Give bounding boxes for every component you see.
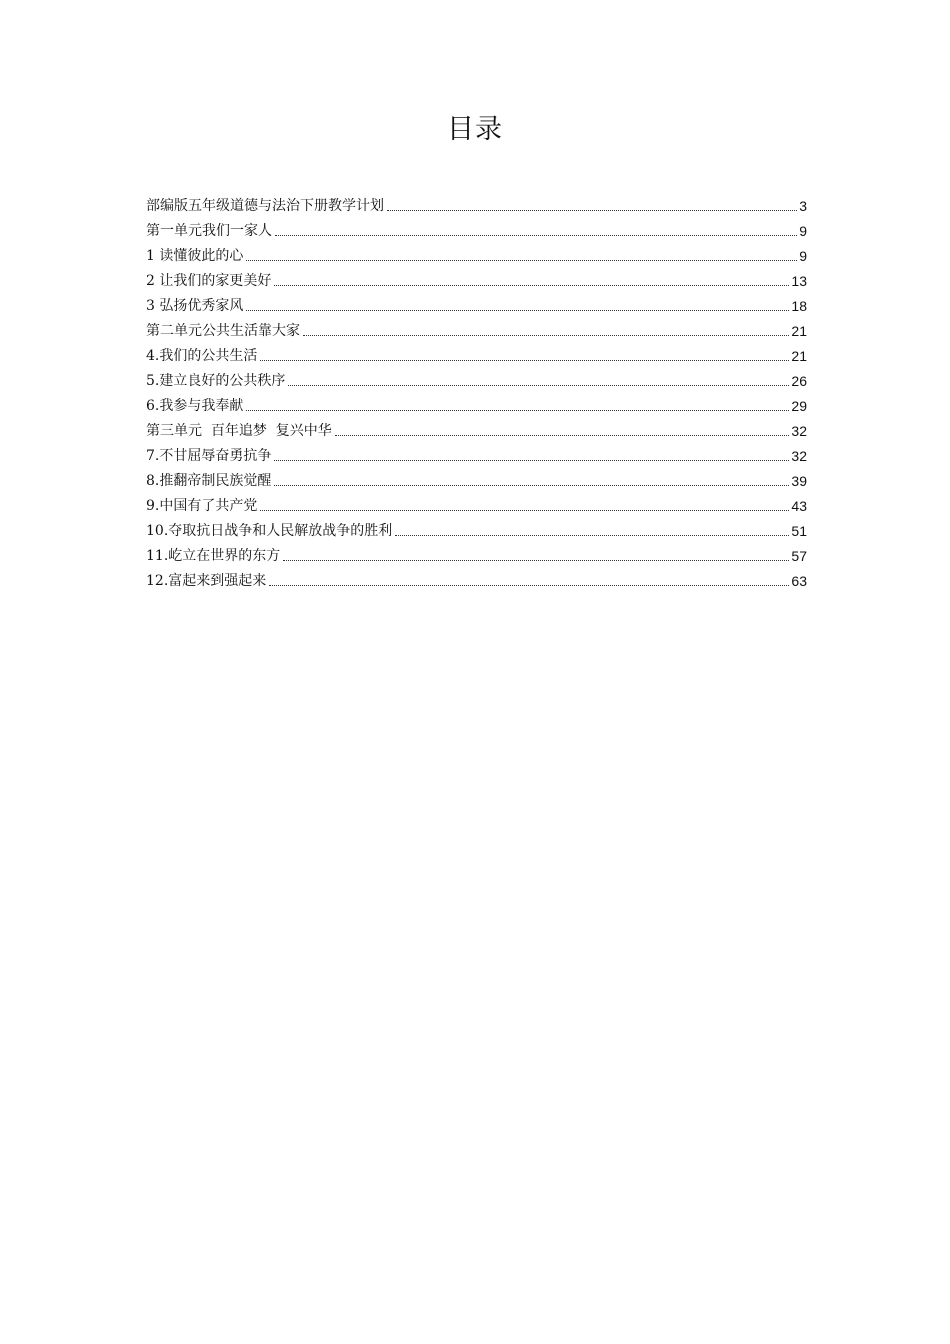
toc-entry[interactable] bbox=[146, 241, 807, 266]
toc-page-number: 13 bbox=[791, 273, 807, 289]
toc-page-number: 9 bbox=[799, 223, 807, 239]
toc-dot-leader bbox=[260, 360, 789, 361]
toc-entry[interactable] bbox=[146, 541, 807, 566]
toc-entry-text: 部编版五年级道德与法治下册教学计划 bbox=[146, 198, 384, 214]
toc-entry[interactable] bbox=[146, 266, 807, 291]
toc-page-number: 57 bbox=[791, 548, 807, 564]
toc-entry[interactable] bbox=[146, 491, 807, 516]
toc-page-number: 51 bbox=[791, 523, 807, 539]
toc-dot-leader bbox=[246, 260, 797, 261]
toc-entry[interactable] bbox=[146, 441, 807, 466]
toc-entry[interactable] bbox=[146, 216, 807, 241]
toc-dot-leader bbox=[246, 410, 789, 411]
toc-entry-text: 第二单元公共生活靠大家 bbox=[146, 323, 300, 339]
toc-dot-leader bbox=[387, 210, 797, 211]
toc-dot-leader bbox=[288, 385, 789, 386]
toc-entry-text: 3 弘扬优秀家风 bbox=[146, 298, 244, 314]
toc-entry[interactable] bbox=[146, 416, 807, 441]
toc-dot-leader bbox=[246, 310, 789, 311]
toc-entry-text: 7.不甘屈辱奋勇抗争 bbox=[146, 448, 272, 464]
toc-dot-leader bbox=[269, 585, 789, 586]
toc-entry[interactable] bbox=[146, 291, 807, 316]
toc-entry-text: 第一单元我们一家人 bbox=[146, 223, 272, 239]
toc-entry-text: 11.屹立在世界的东方 bbox=[146, 548, 281, 564]
toc-entry[interactable] bbox=[146, 316, 807, 341]
toc-dot-leader bbox=[335, 435, 790, 436]
toc-page-number: 63 bbox=[791, 573, 807, 589]
toc-entry-text: 8.推翻帝制民族觉醒 bbox=[146, 473, 272, 489]
toc-entry[interactable] bbox=[146, 391, 807, 416]
toc-dot-leader bbox=[274, 485, 789, 486]
toc-page-number: 21 bbox=[791, 323, 807, 339]
toc-entry[interactable] bbox=[146, 366, 807, 391]
toc-page-number: 18 bbox=[791, 298, 807, 314]
toc-page-number: 21 bbox=[791, 348, 807, 364]
toc-page-number: 26 bbox=[791, 373, 807, 389]
toc-dot-leader bbox=[303, 335, 789, 336]
toc-entry-text: 12.富起来到强起来 bbox=[146, 573, 267, 589]
toc-dot-leader bbox=[275, 235, 797, 236]
toc-page-number: 29 bbox=[791, 398, 807, 414]
toc-dot-leader bbox=[260, 510, 789, 511]
toc-entry-text: 6.我参与我奉献 bbox=[146, 398, 244, 414]
page-title: 目录 bbox=[447, 114, 503, 145]
toc-page-number: 9 bbox=[799, 248, 807, 264]
toc-entry-text: 2 让我们的家更美好 bbox=[146, 273, 272, 289]
toc-entry-text: 10.夺取抗日战争和人民解放战争的胜利 bbox=[146, 523, 393, 539]
toc-dot-leader bbox=[283, 560, 789, 561]
toc-page-number: 39 bbox=[791, 473, 807, 489]
table-of-contents bbox=[146, 191, 807, 591]
toc-dot-leader bbox=[274, 285, 789, 286]
toc-entry[interactable] bbox=[146, 341, 807, 366]
toc-entry-text: 第三单元 百年追梦 复兴中华 bbox=[146, 423, 332, 439]
toc-entry[interactable] bbox=[146, 516, 807, 541]
toc-dot-leader bbox=[395, 535, 789, 536]
toc-entry-text: 5.建立良好的公共秩序 bbox=[146, 373, 286, 389]
toc-page-number: 32 bbox=[791, 423, 807, 439]
toc-page-number: 43 bbox=[791, 498, 807, 514]
toc-entry-text: 1 读懂彼此的心 bbox=[146, 248, 244, 264]
toc-page-number: 32 bbox=[791, 448, 807, 464]
toc-entry[interactable] bbox=[146, 466, 807, 491]
toc-entry-text: 9.中国有了共产党 bbox=[146, 498, 258, 514]
toc-entry[interactable] bbox=[146, 191, 807, 216]
toc-dot-leader bbox=[274, 460, 789, 461]
toc-entry[interactable] bbox=[146, 566, 807, 591]
toc-page-number: 3 bbox=[799, 198, 807, 214]
toc-entry-text: 4.我们的公共生活 bbox=[146, 348, 258, 364]
